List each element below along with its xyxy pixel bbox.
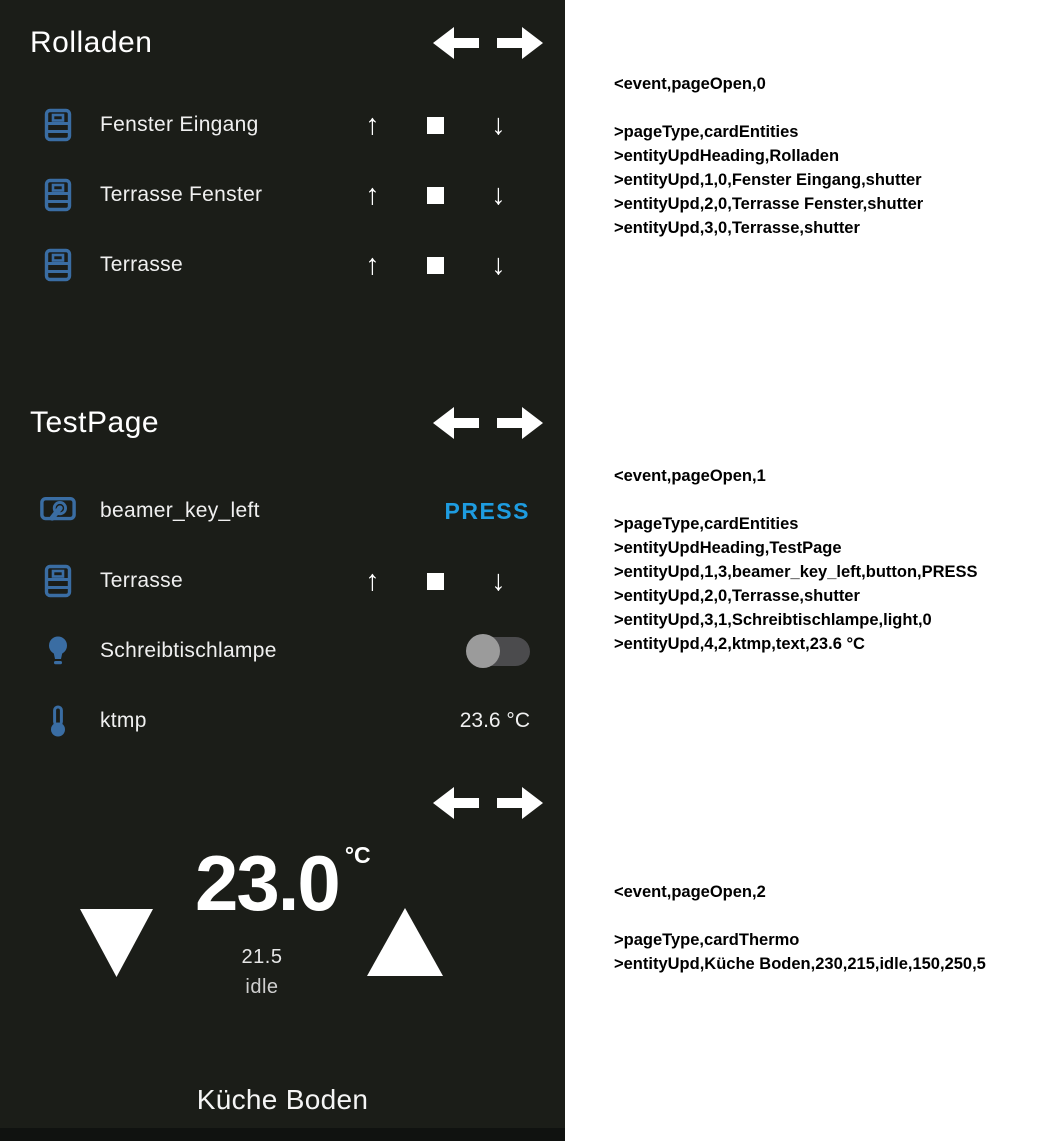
protocol-block-page0 [614,72,923,240]
page-title: TestPage [30,406,160,439]
window-shutter-icon [40,178,76,212]
shutter-down-button[interactable]: ↓ [491,248,506,281]
shutter-controls [341,178,530,211]
entity-row-text [0,686,565,756]
window-shutter-icon [40,564,76,598]
protocol-line: >entityUpd,1,3,beamer_key_left,button,PRESS [614,563,978,581]
panel-bottom-edge [0,1128,565,1141]
thermo-entity-name: Küche Boden [196,1084,369,1115]
protocol-line: >pageType,cardEntities [614,123,799,141]
shutter-up-button[interactable]: ↑ [365,178,380,211]
target-temperature: 21.5 [241,946,283,968]
current-temperature-value: 23.0 [195,839,339,927]
entity-label: Schreibtischlampe [100,639,277,662]
shutter-up-button[interactable]: ↑ [365,564,380,597]
shutter-stop-button[interactable] [404,251,467,280]
card-entities-testpage [0,380,565,760]
shutter-stop-button[interactable] [404,567,467,596]
entity-label: beamer_key_left [100,499,260,522]
shutter-down-button[interactable]: ↓ [491,108,506,141]
protocol-line: >entityUpd,3,0,Terrasse,shutter [614,219,860,237]
page-nav [433,406,543,440]
page-title: Rolladen [30,26,153,59]
entity-row-shutter [0,160,565,230]
protocol-line: >entityUpd,2,0,Terrasse Fenster,shutter [614,195,924,213]
entity-label: Terrasse Fenster [100,183,263,206]
thermo-center-info [162,946,362,999]
entity-row-light [0,616,565,686]
nav-next-icon[interactable] [497,406,543,440]
stop-icon [427,257,444,274]
shutter-down-button[interactable]: ↓ [491,178,506,211]
entity-label: Fenster Eingang [100,113,259,136]
gesture-tap-button-icon [40,494,76,528]
panel-header [30,406,543,440]
window-shutter-icon [40,108,76,142]
protocol-line: >entityUpdHeading,TestPage [614,539,842,557]
nav-next-icon[interactable] [497,786,543,820]
protocol-event-line: <event,pageOpen,2 [614,883,766,901]
shutter-down-button[interactable]: ↓ [491,564,506,597]
temp-up-button[interactable] [367,908,443,976]
stop-icon [427,573,444,590]
protocol-event-line: <event,pageOpen,0 [614,75,766,93]
stop-icon [427,117,444,134]
protocol-line: >entityUpd,2,0,Terrasse,shutter [614,587,860,605]
temperature-unit: °C [344,842,371,868]
shutter-stop-button[interactable] [404,181,467,210]
shutter-controls [341,248,530,281]
lightbulb-icon [40,635,76,667]
protocol-line: >entityUpd,1,0,Fenster Eingang,shutter [614,171,922,189]
entity-row-shutter [0,90,565,160]
page-nav [433,26,543,60]
panel-header [30,786,543,820]
entity-label: Terrasse [100,253,183,276]
entity-label: Terrasse [100,569,183,592]
protocol-line: >entityUpdHeading,Rolladen [614,147,840,165]
nav-next-icon[interactable] [497,26,543,60]
protocol-line: >entityUpd,Küche Boden,230,215,idle,150,250,5 [614,955,986,973]
stop-icon [427,187,444,204]
nav-prev-icon[interactable] [433,26,479,60]
thermometer-icon [40,705,76,737]
sensor-value: 23.6 °C [459,709,530,732]
shutter-controls [341,108,530,141]
protocol-block-page1 [614,464,978,656]
page-nav [433,786,543,820]
protocol-block-page2 [614,880,986,976]
protocol-line: >pageType,cardThermo [614,931,800,949]
card-thermo [0,760,565,1141]
card-entities-rolladen [0,0,565,380]
shutter-up-button[interactable]: ↑ [365,108,380,141]
shutter-stop-button[interactable] [404,111,467,140]
press-button[interactable]: PRESS [444,497,530,524]
panel-header [30,26,543,60]
shutter-up-button[interactable]: ↑ [365,248,380,281]
nav-prev-icon[interactable] [433,406,479,440]
protocol-line: >entityUpd,3,1,Schreibtischlampe,light,0 [614,611,932,629]
entity-row-button [0,476,565,546]
entity-rows [0,90,565,300]
light-toggle[interactable] [466,634,530,668]
toggle-knob-icon [466,634,500,668]
window-shutter-icon [40,248,76,282]
temp-down-button[interactable] [80,909,153,977]
nav-prev-icon[interactable] [433,786,479,820]
protocol-event-line: <event,pageOpen,1 [614,467,766,485]
current-temperature [195,839,371,927]
protocol-line: >pageType,cardEntities [614,515,799,533]
thermo-status: idle [245,976,279,998]
shutter-controls [341,564,530,597]
entity-label: ktmp [100,709,147,732]
entity-row-shutter [0,546,565,616]
protocol-line: >entityUpd,4,2,ktmp,text,23.6 °C [614,635,865,653]
entity-row-shutter [0,230,565,300]
entity-rows [0,476,565,756]
